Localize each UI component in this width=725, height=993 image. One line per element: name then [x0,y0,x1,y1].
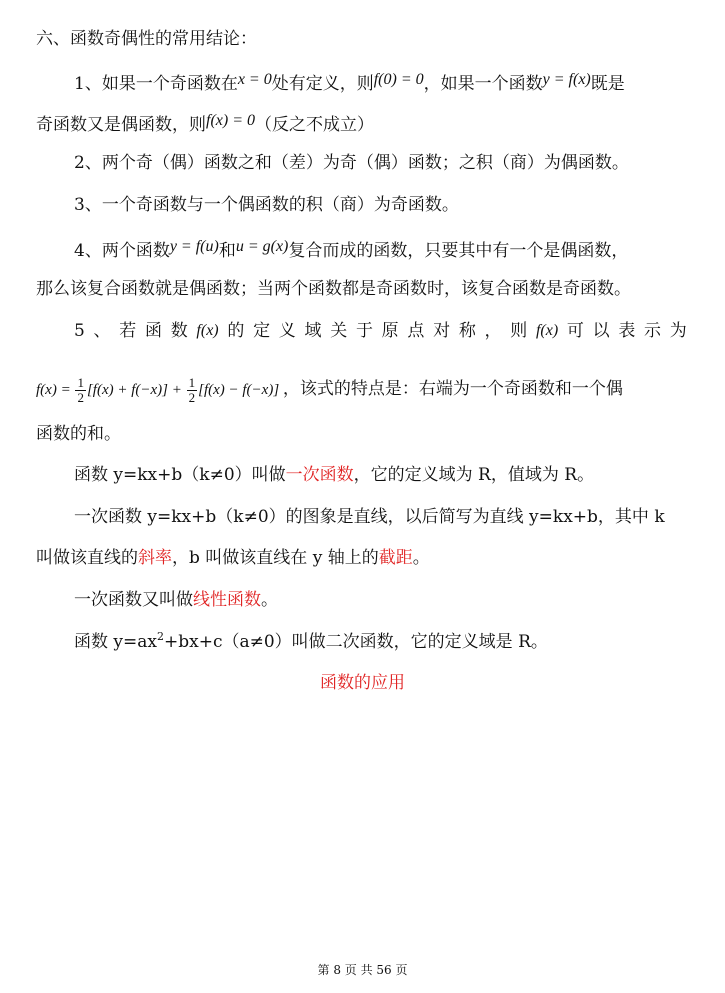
para2-text-a: 一次函数 y=kx+b（k [74,507,244,527]
item1-text-e: 奇函数又是偶函数，则 [36,115,206,135]
item1-text-b: 处有定义，则 [271,74,374,94]
fraction-numerator: 1 [188,375,196,391]
para3-text-a: 一次函数又叫做 [74,590,193,610]
quadratic-definition [74,630,687,654]
section-title: 函数的应用 [320,673,405,693]
term-intercept: 截距 [378,548,413,568]
item2: 2、两个奇（偶）函数之和（差）为奇（偶）函数；之积（商）为偶函数。 [74,153,629,173]
item1-text-a: 1、如果一个奇函数在 [74,74,238,94]
para4-text-a: 函数 y=ax [74,632,157,652]
formula-bracket-even: [f(x) + f(−x)] + [86,382,182,398]
linear-function-definition [74,463,687,487]
item5-word: 定 [253,321,271,341]
para4-neq: ≠ [249,632,264,652]
para4-text-b: +bx+c（a [163,632,250,652]
item5-word: 称 [458,321,476,341]
item5-word: 5 [74,321,85,341]
item4-line2: 那么该复合函数就是偶函数；当两个函数都是奇函数时，该复合函数是奇函数。 [36,279,631,299]
item4-text-c: 复合而成的函数，只要其中有一个是偶函数， [288,241,629,261]
para1-text-b: 0）叫做 [223,465,286,485]
item4-math-yfu: y = f(u) [169,238,219,255]
para4-text-c: 0）叫做二次函数，它的定义域是 R。 [263,632,548,652]
item5-word: 原 [381,321,399,341]
fraction-numerator: 1 [77,375,84,391]
item4-text-a: 4、两个函数 [74,241,170,261]
item5-word: 函 [144,321,162,341]
item5-word: 若 [119,321,137,341]
item5-word: 关 [330,321,348,341]
para2-text-e: 。 [412,548,430,568]
item4-text-b: 和 [218,241,236,261]
item5-word: 示 [644,321,662,341]
item5-word: 为 [669,321,687,341]
linear-alias [74,588,687,612]
item1-text-d: 既是 [590,74,625,94]
heading: 六、函数奇偶性的常用结论： [36,29,257,49]
item5-word: 域 [304,321,322,341]
formula [36,375,283,406]
item5-math-fx: f(x) [196,322,219,339]
item4-math-ugx: u = g(x) [235,238,289,255]
item5-after-formula: ，该式的特点是：右端为一个奇函数和一个偶 [282,379,623,399]
item5-word: 表 [618,321,636,341]
formula-bracket-odd: [f(x) − f(−x)] [198,382,280,398]
para2-text-c: 叫做该直线的 [36,548,138,568]
item1-math-fx0: f(x) = 0 [206,112,255,129]
fraction-half [187,376,198,405]
linear-graph-line1 [74,505,687,529]
item5-tail: 函数的和。 [36,424,121,444]
fraction-denominator: 2 [188,390,196,406]
item5-word: 则 [510,321,528,341]
item5-word: ， [484,321,502,341]
linear-graph-line2 [36,546,687,570]
term-slope: 斜率 [138,548,172,568]
term-linear-function-alias: 线性函数 [193,590,261,610]
item5-formula-line [36,372,687,407]
term-linear-function: 一次函数 [285,465,354,485]
item1-line2 [36,109,687,137]
item5-math-fx: f(x) [535,322,559,339]
item5-word: 义 [278,321,296,341]
item5-word: 的 [227,321,245,341]
item1-math-f0: f(0) = 0 [373,71,424,88]
item3: 3、一个奇函数与一个偶函数的积（商）为奇函数。 [74,195,459,215]
item1-math-x0: x = 0 [237,71,272,88]
item5-word: 点 [407,321,425,341]
fraction-half [75,376,86,405]
item5-word: 、 [93,321,111,341]
formula-lhs: f(x) = [36,382,71,398]
page-footer: 第 8 页 共 56 页 [317,963,408,977]
para2-neq: ≠ [243,507,258,527]
item5-word: 对 [433,321,451,341]
item1-text-c: ，如果一个函数 [423,74,543,94]
item5-word: 数 [170,321,188,341]
item4-line1 [74,235,687,263]
item5-word: 可 [566,321,584,341]
item5-word: 以 [592,321,610,341]
para4-exponent: 2 [156,630,164,643]
para2-text-d: ，b 叫做该直线在 y 轴上的 [172,548,379,568]
item5-line1 [74,319,687,343]
para3-text-b: 。 [261,590,278,610]
fraction-denominator: 2 [77,390,84,406]
para1-text-c: ，它的定义域为 R，值域为 R。 [353,465,595,485]
item1-line1 [74,68,687,96]
item1-text-f: （反之不成立） [255,115,374,135]
item5-word: 于 [355,321,373,341]
para1-neq: ≠ [209,465,224,485]
para2-text-b: 0）的图象是直线，以后简写为直线 y=kx+b，其中 k [257,507,665,527]
para1-text-a: 函数 y=kx+b（k [74,465,210,485]
item1-math-yfx: y = f(x) [542,71,591,88]
